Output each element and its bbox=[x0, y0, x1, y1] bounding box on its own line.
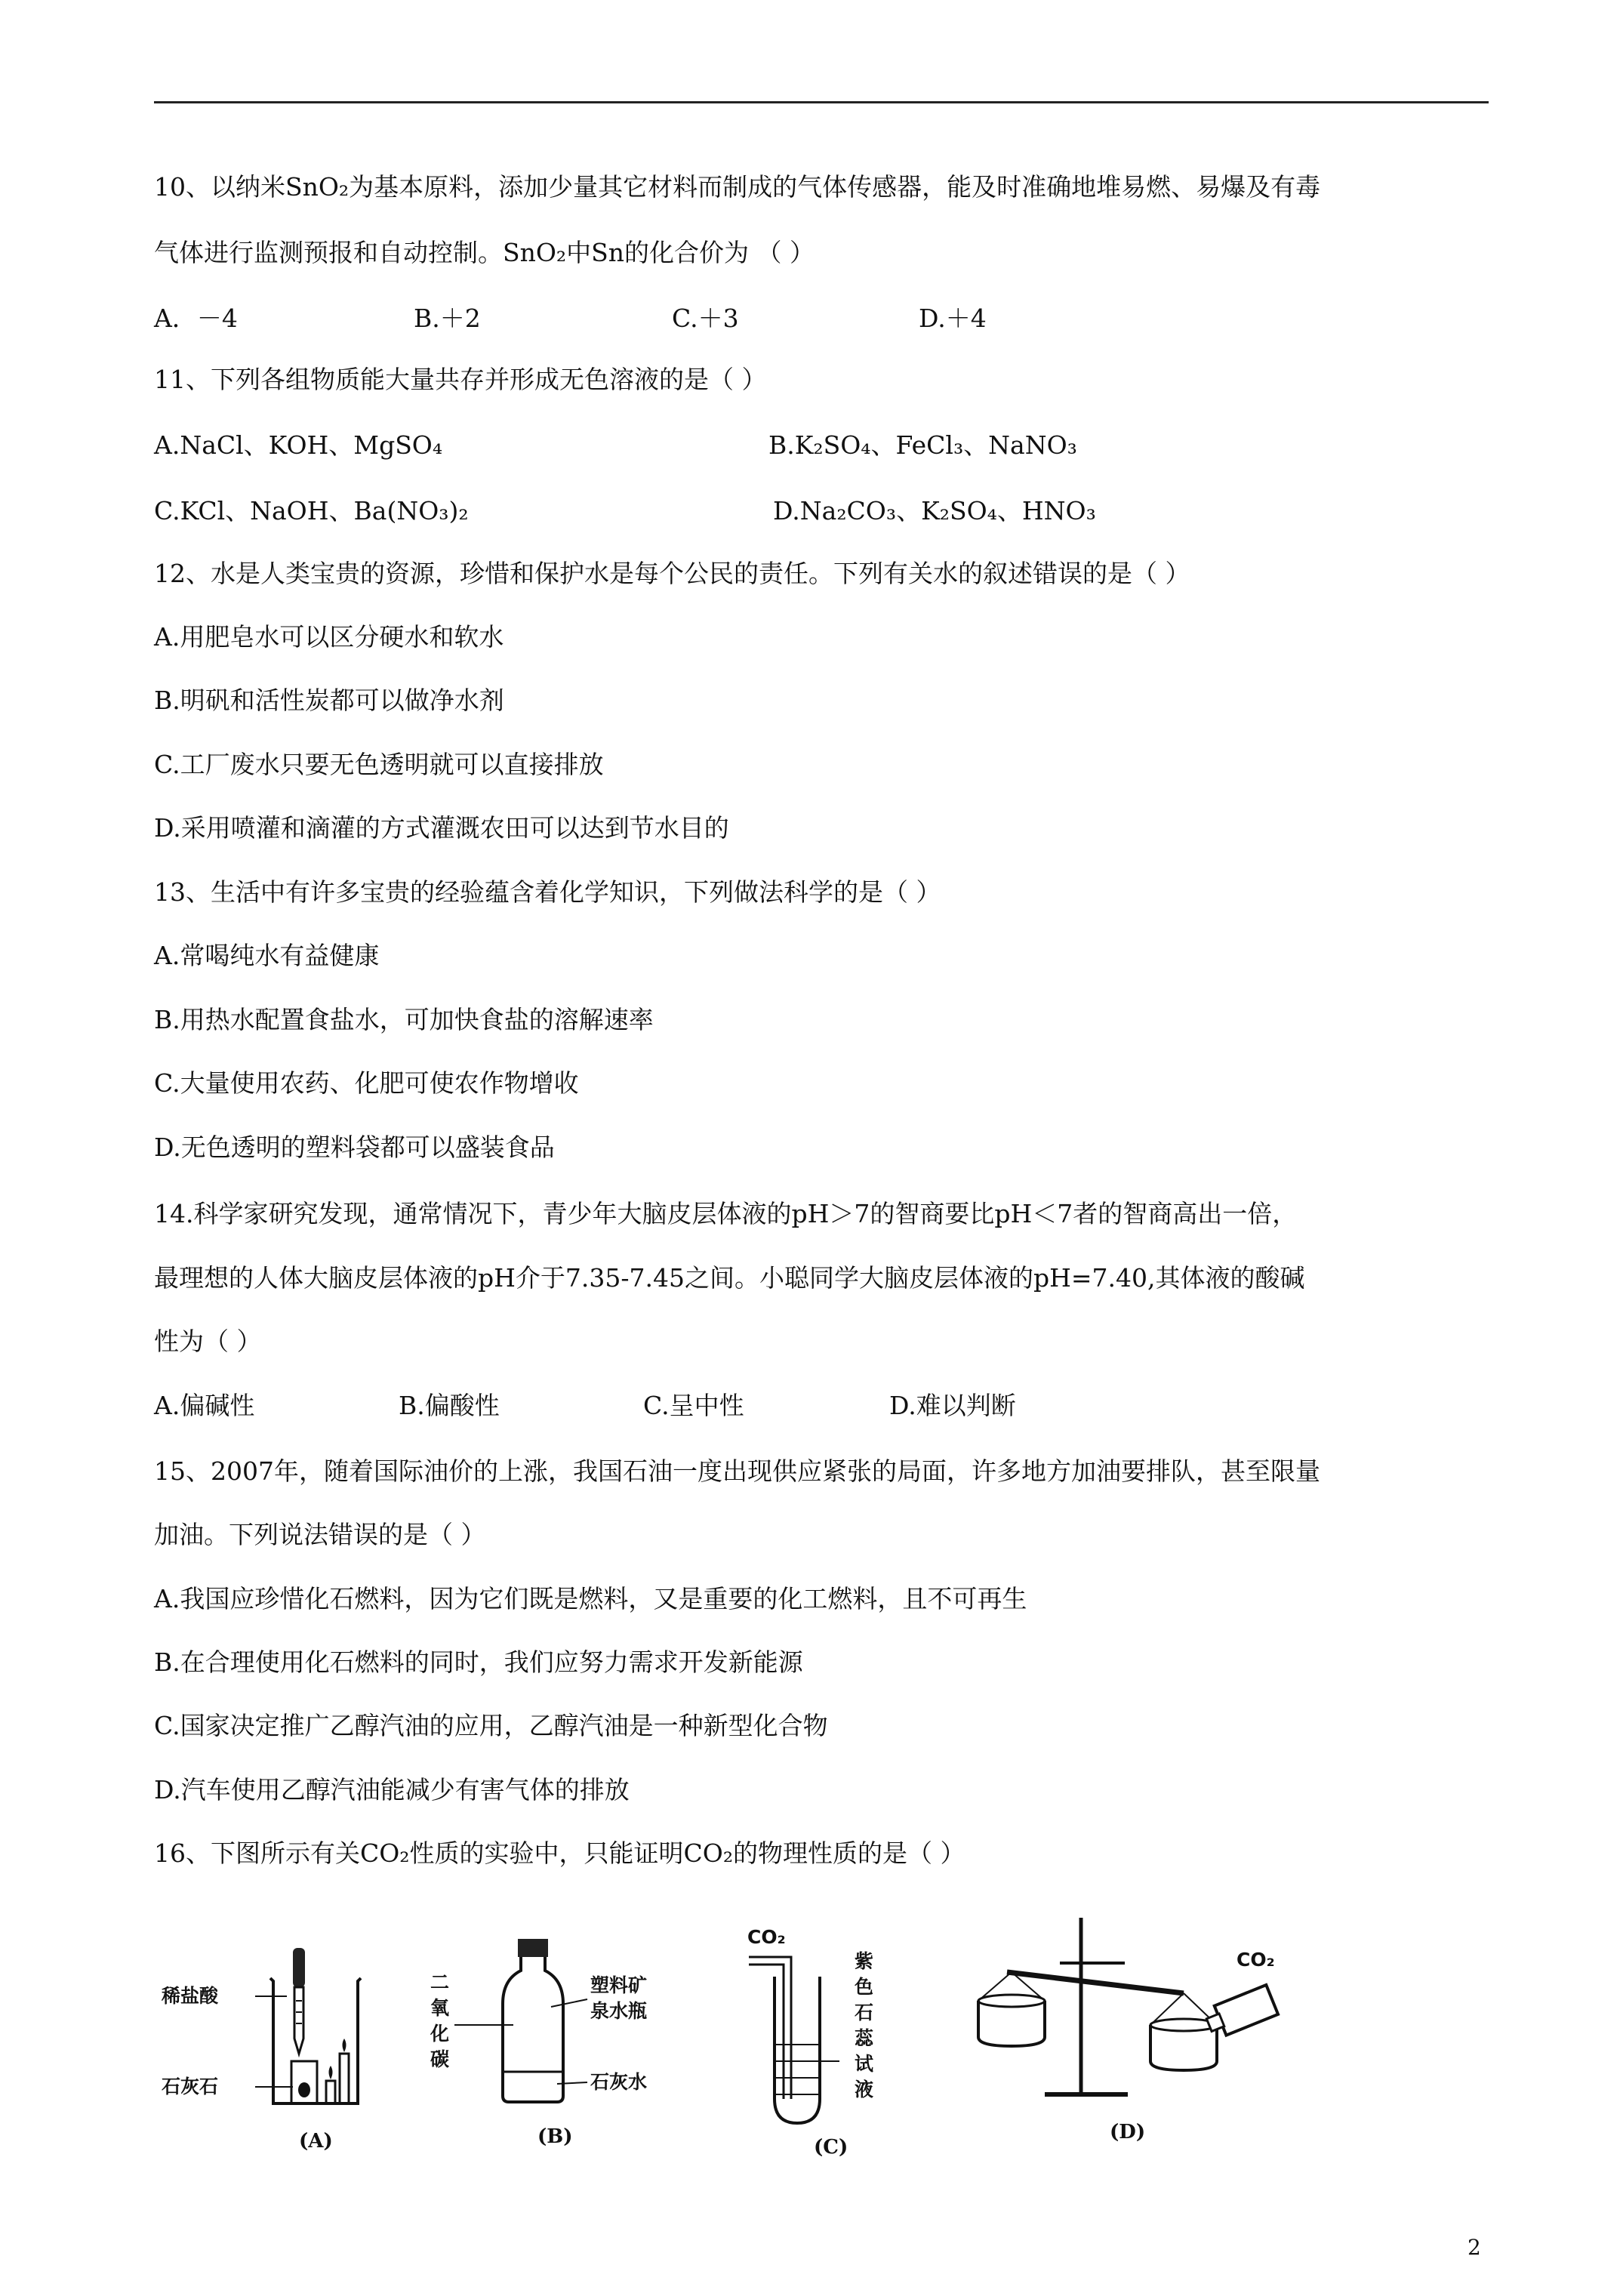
figure-c-litmus-label-3: 石 bbox=[855, 2002, 874, 2023]
q11-stem: 11、下列各组物质能大量共存并形成无色溶液的是（ ） bbox=[154, 365, 767, 394]
q12-option-a: A.用肥皂水可以区分硬水和软水 bbox=[154, 622, 504, 652]
q14-option-c: C.呈中性 bbox=[643, 1391, 744, 1420]
q10-option-d: D.＋4 bbox=[919, 304, 987, 333]
q10-option-b: B.＋2 bbox=[414, 304, 481, 333]
q15-line1: 15、2007年，随着国际油价的上涨，我国石油一度出现供应紧张的局面，许多地方加油要排队，甚至限量 bbox=[154, 1456, 1320, 1486]
figure-c-co2-label: CO₂ bbox=[747, 1926, 786, 1948]
q14-line3: 性为（ ） bbox=[154, 1327, 262, 1356]
q13-option-c: C.大量使用农药、化肥可使农作物增收 bbox=[154, 1068, 579, 1098]
q13-stem: 13、生活中有许多宝贵的经验蕴含着化学知识，下列做法科学的是（ ） bbox=[154, 877, 941, 907]
q15-line2: 加油。下列说法错误的是（ ） bbox=[154, 1520, 486, 1549]
figure-b-bottle-label-1: 塑料矿 bbox=[590, 1974, 648, 1996]
figure-c-caption: (C) bbox=[814, 2136, 848, 2159]
figure-d bbox=[969, 1903, 1286, 2144]
q12-stem: 12、水是人类宝贵的资源，珍惜和保护水是每个公民的责任。下列有关水的叙述错误的是（ ） bbox=[154, 559, 1190, 588]
q14-option-b: B.偏酸性 bbox=[399, 1391, 500, 1420]
figure-b-bottle-label-2: 泉水瓶 bbox=[590, 2000, 648, 2022]
q16-stem: 16、下图所示有关CO₂性质的实验中，只能证明CO₂的物理性质的是（ ） bbox=[154, 1838, 965, 1868]
q13-option-a: A.常喝纯水有益健康 bbox=[154, 941, 380, 970]
q11-option-a: A.NaCl、KOH、MgSO₄ bbox=[154, 430, 443, 460]
figure-d-co2-label: CO₂ bbox=[1236, 1949, 1275, 1971]
q14-line1: 14.科学家研究发现，通常情况下，青少年大脑皮层体液的pH＞7的智商要比pH＜7者的智商高出一倍， bbox=[154, 1199, 1298, 1228]
q15-option-d: D.汽车使用乙醇汽油能减少有害气体的排放 bbox=[154, 1775, 630, 1804]
figure-a-stone-label: 石灰石 bbox=[162, 2076, 219, 2097]
figure-b-gas-label-3: 化 bbox=[430, 2023, 450, 2045]
header-rule bbox=[154, 101, 1489, 103]
page-number: 2 bbox=[1467, 2235, 1481, 2260]
q10-line1: 10、以纳米SnO₂为基本原料，添加少量其它材料而制成的气体传感器，能及时准确地堆易燃、易爆及有毒 bbox=[154, 172, 1321, 202]
q13-option-d: D.无色透明的塑料袋都可以盛装食品 bbox=[154, 1133, 555, 1162]
q15-option-a: A.我国应珍惜化石燃料，因为它们既是燃料，又是重要的化工燃料，且不可再生 bbox=[154, 1584, 1027, 1613]
figure-c-litmus-label-4: 蕊 bbox=[855, 2027, 874, 2049]
figure-c-litmus-label-5: 试 bbox=[855, 2053, 874, 2075]
q14-line2: 最理想的人体大脑皮层体液的pH介于7.35-7.45之间。小聪同学大脑皮层体液的pH=7.40,其体液的酸碱 bbox=[154, 1263, 1305, 1293]
figure-a-acid-label: 稀盐酸 bbox=[162, 1985, 219, 2007]
figure-c-litmus-label-1: 紫 bbox=[855, 1950, 874, 1972]
q10-option-a: A．－4 bbox=[154, 304, 238, 333]
figure-b bbox=[424, 1924, 688, 2150]
figure-c-litmus-label-6: 液 bbox=[855, 2079, 874, 2100]
q14-option-a: A.偏碱性 bbox=[154, 1391, 255, 1420]
figure-b-water-label: 石灰水 bbox=[590, 2071, 648, 2093]
figure-d-caption: (D) bbox=[1110, 2121, 1146, 2143]
figure-c bbox=[741, 1910, 938, 2159]
q13-option-b: B.用热水配置食盐水，可加快食盐的溶解速率 bbox=[154, 1005, 654, 1034]
figure-b-caption: (B) bbox=[537, 2125, 573, 2148]
q11-option-b: B.K₂SO₄、FeCl₃、NaNO₃ bbox=[768, 430, 1077, 460]
figure-a-caption: (A) bbox=[299, 2130, 333, 2153]
figure-c-litmus-label-2: 色 bbox=[855, 1976, 874, 1998]
q11-option-c: C.KCl、NaOH、Ba(NO₃)₂ bbox=[154, 496, 469, 525]
figure-a bbox=[159, 1933, 385, 2159]
q14-option-d: D.难以判断 bbox=[889, 1391, 1016, 1420]
q12-option-d: D.采用喷灌和滴灌的方式灌溉农田可以达到节水目的 bbox=[154, 813, 729, 843]
figure-b-gas-label-2: 氧 bbox=[430, 1997, 450, 2019]
q12-option-c: C.工厂废水只要无色透明就可以直接排放 bbox=[154, 750, 604, 779]
q10-option-c: C.＋3 bbox=[672, 304, 739, 333]
q11-option-d: D.Na₂CO₃、K₂SO₄、HNO₃ bbox=[773, 496, 1096, 525]
q15-option-c: C.国家决定推广乙醇汽油的应用，乙醇汽油是一种新型化合物 bbox=[154, 1711, 828, 1740]
figure-b-gas-label-1: 二 bbox=[430, 1971, 450, 1993]
q10-line2: 气体进行监测预报和自动控制。SnO₂中Sn的化合价为 （ ） bbox=[154, 238, 815, 267]
figure-b-gas-label-4: 碳 bbox=[430, 2048, 450, 2070]
q12-option-b: B.明矾和活性炭都可以做净水剂 bbox=[154, 686, 504, 715]
q15-option-b: B.在合理使用化石燃料的同时，我们应努力需求开发新能源 bbox=[154, 1647, 803, 1677]
